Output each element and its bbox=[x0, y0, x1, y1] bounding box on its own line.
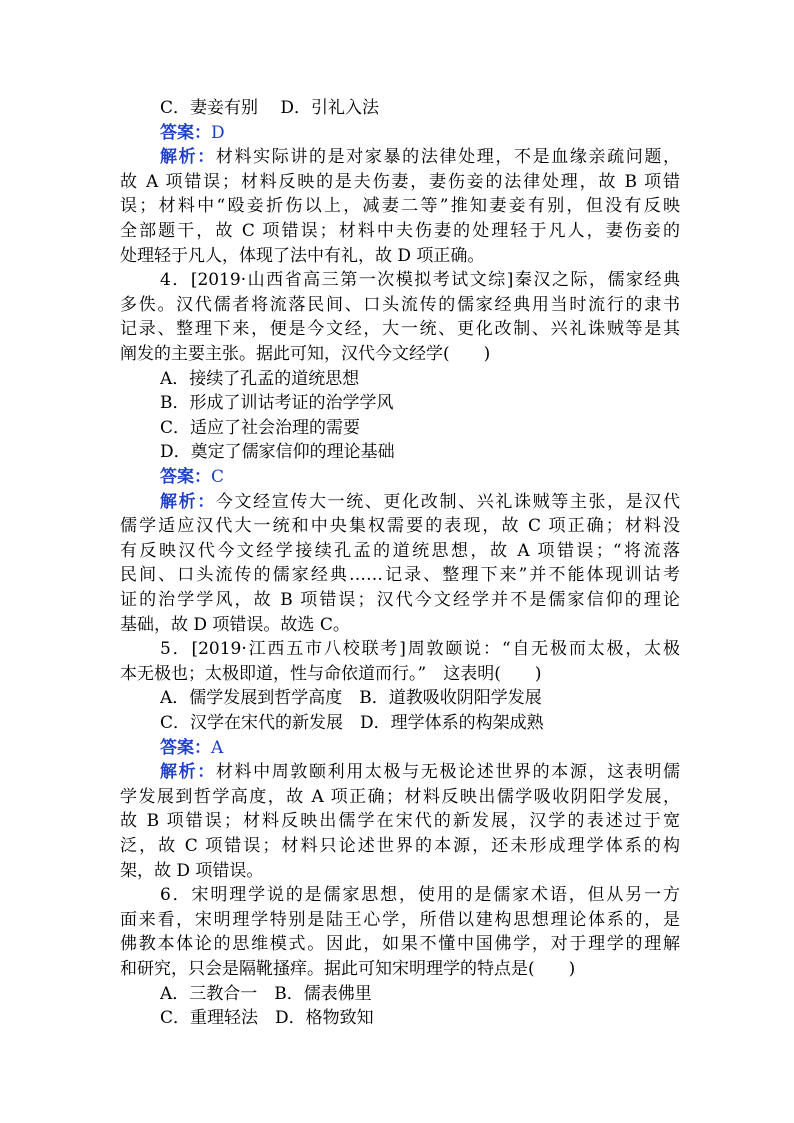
q5-stem-line: 本无极也；太极即道，性与命依道而行。” 这表明( ) bbox=[120, 663, 542, 684]
q6-options-cd: C．重理轻法 D．格物致知 bbox=[160, 1008, 374, 1029]
q3-analysis-line: 解析：材料实际讲的是对家暴的法律处理，不是血缘亲疏问题， bbox=[160, 147, 680, 168]
analysis-label: 解析： bbox=[160, 762, 216, 783]
q6-stem-line: 面来看，宋明理学特别是陆王心学，所借以建构思想理论体系的，是 bbox=[120, 909, 680, 930]
q4-stem-line: 4．[2019·山西省高三第一次模拟考试文综]秦汉之际，儒家经典 bbox=[160, 270, 680, 291]
q4-analysis-line: 儒学适应汉代大一统和中央集权需要的表现，故 C 项正确；材料没 bbox=[120, 516, 680, 537]
q4-option-a: A．接续了孔孟的道统思想 bbox=[160, 368, 360, 389]
answer-value: C bbox=[211, 467, 225, 487]
q6-stem-line: 和研究，只会是隔靴搔痒。据此可知宋明理学的特点是( ) bbox=[120, 959, 576, 979]
analysis-label: 解析： bbox=[160, 491, 216, 512]
q6-options-ab: A．三教合一 B．儒表佛里 bbox=[160, 983, 372, 1004]
answer-value: D bbox=[211, 122, 225, 143]
q4-answer bbox=[160, 465, 720, 490]
q6-stem-line: 6．宋明理学说的是儒家思想，使用的是儒家术语，但从另一方 bbox=[160, 885, 680, 906]
q5-options-cd: C．汉学在宋代的新发展 D．理学体系的构架成熟 bbox=[160, 713, 544, 733]
q5-answer bbox=[160, 736, 720, 761]
q5-analysis-line: 泛，故 C 项错误；材料只论述世界的本源，还未形成理学体系的构 bbox=[120, 836, 680, 856]
q4-stem-line: 多佚。汉代儒者将流落民间、口头流传的儒家经典用当时流行的隶书 bbox=[120, 294, 680, 315]
answer-label: 答案： bbox=[160, 737, 211, 758]
q3-analysis-line: 全部题干，故 C 项错误；材料中夫伤妻的处理轻于凡人，妻伤妾的 bbox=[120, 221, 680, 241]
answer-label: 答案： bbox=[160, 122, 211, 143]
q4-analysis-line: 有反映汉代今文经学接续孔孟的道统思想，故 A 项错误；“将流落 bbox=[120, 540, 680, 561]
q3-answer bbox=[160, 121, 720, 146]
answer-label: 答案： bbox=[160, 467, 211, 487]
q4-stem-line: 记录、整理下来，便是今文经，大一统、更化改制、兴礼诛贼等是其 bbox=[120, 319, 680, 340]
q3-options-cd: C．妻妾有别 D．引礼入法 bbox=[160, 98, 380, 118]
q5-stem-line: 5．[2019·江西五市八校联考]周敦颐说：“自无极而太极，太极 bbox=[160, 639, 680, 660]
q3-analysis-line: 故 A 项错误；材料反映的是夫伤妻，妻伤妾的法律处理，故 B 项错 bbox=[120, 171, 680, 192]
q4-analysis-line: 证的治学学风，故 B 项错误；汉代今文经学并不是儒家信仰的理论 bbox=[120, 590, 680, 610]
answer-value: A bbox=[211, 737, 224, 758]
q5-analysis-line: 故 B 项错误；材料反映出儒学在宋代的新发展，汉学的表述过于宽 bbox=[120, 811, 680, 832]
q5-analysis-line: 学发展到哲学高度，故 A 项正确；材料反映出儒学吸收阴阳学发展， bbox=[120, 786, 680, 807]
q4-stem-line: 阐发的主要主张。据此可知，汉代今文经学( ) bbox=[120, 344, 491, 364]
q5-analysis-line: 解析：材料中周敦颐利用太极与无极论述世界的本源，这表明儒 bbox=[160, 762, 680, 783]
analysis-label: 解析： bbox=[160, 147, 216, 168]
q3-analysis-line: 误；材料中“殴妾折伤以上，减妻二等”推知妻妾有别，但没有反映 bbox=[120, 196, 680, 217]
q4-analysis-line: 基础，故 D 项错误。故选 C。 bbox=[120, 614, 350, 635]
q4-option-b: B．形成了训诂考证的治学学风 bbox=[160, 393, 394, 414]
q5-options-ab: A．儒学发展到哲学高度 B．道教吸收阴阳学发展 bbox=[160, 688, 542, 709]
q4-option-c: C．适应了社会治理的需要 bbox=[160, 417, 361, 438]
q6-stem-line: 佛教本体论的思维模式。因此，如果不懂中国佛学，对于理学的理解 bbox=[120, 934, 680, 955]
q4-option-d: D．奠定了儒家信仰的理论基础 bbox=[160, 442, 395, 463]
q3-analysis-line: 处理轻于凡人，体现了法中有礼，故 D 项正确。 bbox=[120, 245, 485, 266]
q5-analysis-line: 架，故 D 项错误。 bbox=[120, 860, 264, 881]
q4-analysis-line: 民间、口头流传的儒家经典……记录、整理下来”并不能体现训诂考 bbox=[120, 565, 680, 586]
q4-analysis-line: 解析：今文经宣传大一统、更化改制、兴礼诛贼等主张，是汉代 bbox=[160, 491, 680, 512]
